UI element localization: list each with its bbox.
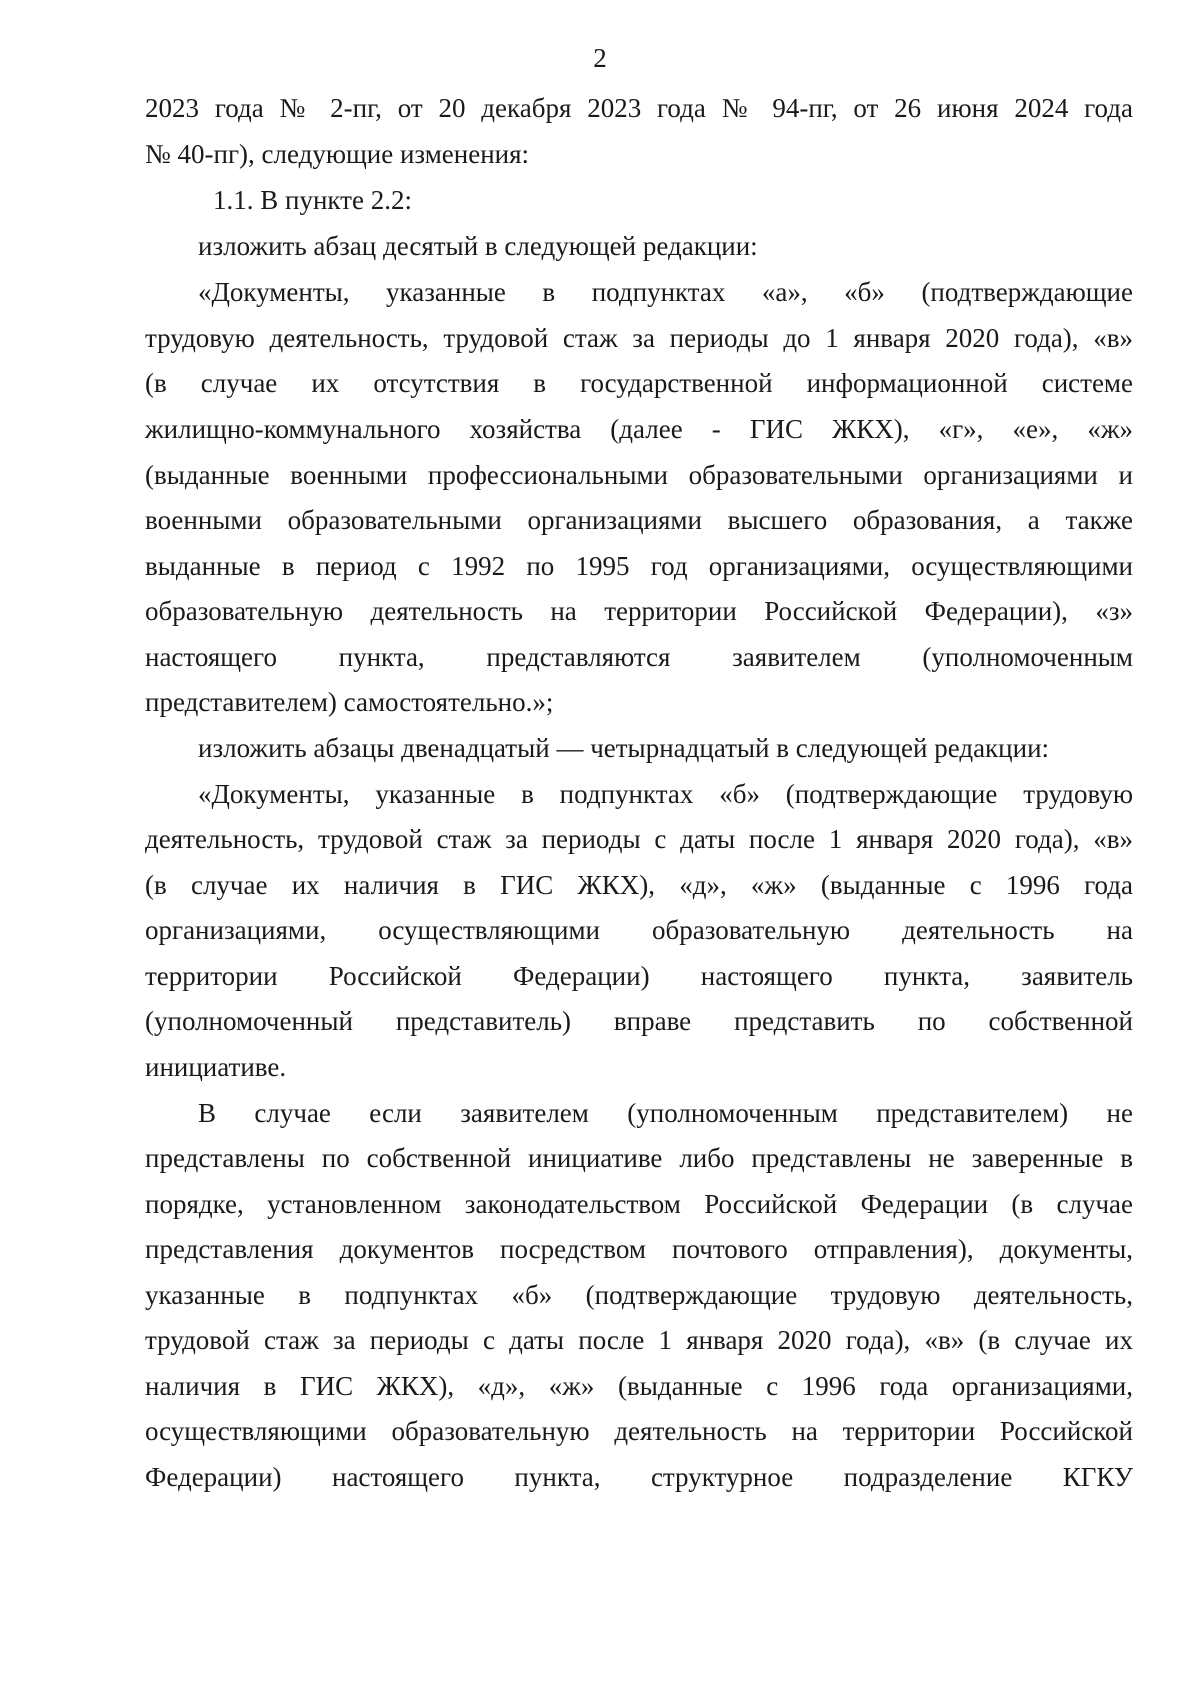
text-line: наличия в ГИС ЖКХ), «д», «ж» (выданные с 1996 года организациями, <box>145 1371 1133 1401</box>
text-line: Федерации) настоящего пункта, структурное подразделение КГКУ <box>145 1462 1133 1492</box>
text-line: трудовую деятельность, трудовой стаж за периоды до 1 января 2020 года), «в» <box>145 323 1133 353</box>
text-line: 2023 года № 2-пг, от 20 декабря 2023 года № 94-пг, от 26 июня 2024 года <box>145 93 1133 123</box>
text-line: деятельность, трудовой стаж за периоды с даты после 1 января 2020 года), «в» <box>145 824 1133 854</box>
text-line: порядке, установленном законодательством Российской Федерации (в случае <box>145 1189 1133 1219</box>
text-line: (в случае их отсутствия в государственной информационной системе <box>145 368 1133 398</box>
text-line: представлены по собственной инициативе либо представлены не заверенные в <box>145 1143 1133 1173</box>
text-line: «Документы, указанные в подпунктах «б» (подтверждающие трудовую <box>198 779 1133 809</box>
text-line: осуществляющими образовательную деятельность на территории Российской <box>145 1416 1133 1446</box>
text-line: жилищно-коммунального хозяйства (далее - ГИС ЖКХ), «г», «е», «ж» <box>145 414 1133 444</box>
text-line: территории Российской Федерации) настоящего пункта, заявитель <box>145 961 1133 991</box>
text-line: (уполномоченный представитель) вправе представить по собственной <box>145 1006 1133 1036</box>
text-line: В случае если заявителем (уполномоченным представителем) не <box>198 1098 1133 1128</box>
text-line: настоящего пункта, представляются заявителем (уполномоченным <box>145 642 1133 672</box>
text-line: выданные в период с 1992 по 1995 год организациями, осуществляющими <box>145 551 1133 581</box>
text-line: представления документов посредством почтового отправления), документы, <box>145 1234 1133 1264</box>
text-line: (выданные военными профессиональными образовательными организациями и <box>145 460 1133 490</box>
text-line: инициативе. <box>145 1052 287 1082</box>
text-line: организациями, осуществляющими образовательную деятельность на <box>145 915 1133 945</box>
page-number: 2 <box>593 43 607 73</box>
text-line: «Документы, указанные в подпунктах «а», «б» (подтверждающие <box>198 277 1133 307</box>
text-line: № 40-пг), следующие изменения: <box>145 139 530 169</box>
text-line: (в случае их наличия в ГИС ЖКХ), «д», «ж» (выданные с 1996 года <box>145 870 1133 900</box>
text-line: указанные в подпунктах «б» (подтверждающие трудовую деятельность, <box>145 1280 1133 1310</box>
text-line: изложить абзацы двенадцатый — четырнадцатый в следующей редакции: <box>198 733 1050 763</box>
text-line: представителем) самостоятельно.»; <box>145 687 554 717</box>
text-line: образовательную деятельность на территории Российской Федерации), «з» <box>145 596 1133 626</box>
text-line: 1.1. В пункте 2.2: <box>213 185 412 215</box>
text-line: изложить абзац десятый в следующей редакции: <box>198 231 758 261</box>
text-line: трудовой стаж за периоды с даты после 1 января 2020 года), «в» (в случае их <box>145 1325 1133 1355</box>
text-line: военными образовательными организациями высшего образования, а также <box>145 505 1133 535</box>
